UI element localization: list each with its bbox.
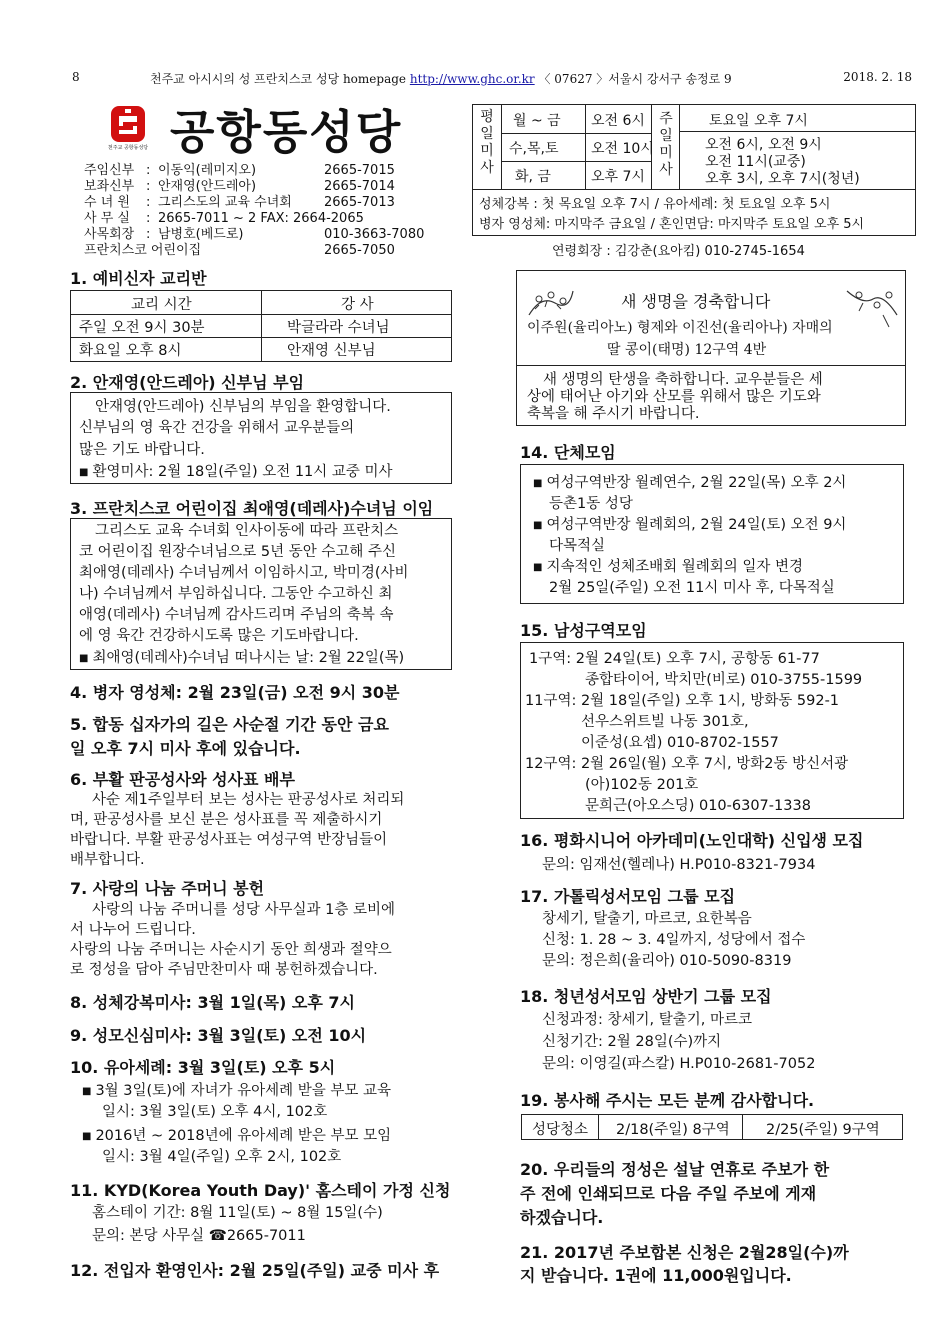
table-cell: 안재영 신부님 — [287, 343, 376, 359]
table-header: 강 사 — [341, 297, 374, 313]
section-title: 하겠습니다. — [520, 1208, 604, 1227]
catechism-table — [70, 290, 452, 362]
body-text: 11구역: 2월 18일(주일) 오후 1시, 방화동 592-1 — [525, 693, 840, 709]
bullet-item: ■ 여성구역반장 월례연수, 2월 22일(목) 오후 2시 — [533, 471, 846, 492]
logo-caption: 천주교 공항동성당 — [107, 145, 149, 151]
bullet-item: ■ 3월 3일(토)에 자녀가 유아세례 받을 부모 교육 — [82, 1079, 391, 1100]
section-title: 8. 성체강복미사: 3월 1일(목) 오후 7시 — [70, 993, 355, 1012]
section-title: 21. 2017년 주보합본 신청은 2월28일(수)까 — [520, 1243, 849, 1262]
body-text: (아)102동 201호 — [585, 777, 699, 793]
association-head: 연령회장 : 김강춘(요아킴) 010-2745-1654 — [552, 244, 805, 259]
section-title: 10. 유아세례: 3월 3일(토) 오후 5시 — [70, 1058, 336, 1077]
body-text: 사랑의 나눔 주머니를 성당 사무실과 1층 로비에 — [92, 902, 396, 918]
body-text: 선우스위트빌 나동 301호, — [581, 714, 749, 730]
body-text: 일시: 3월 3일(토) 오후 4시, 102호 — [102, 1104, 328, 1120]
address: 〈 07627 〉서울시 강서구 송정로 9 — [538, 72, 732, 86]
body-text: 사순 제1주일부터 보는 성사는 판공성사로 처리되 — [92, 792, 405, 808]
staff-row: 사목회장 : 남병호(베드로) 010-3663-7080 — [84, 227, 425, 242]
section-title: 12. 전입자 환영인사: 2월 25일(주일) 교중 미사 후 — [70, 1261, 440, 1280]
body-text: 12구역: 2월 26일(월) 오후 7시, 방화2동 방신서광 — [525, 756, 849, 772]
body-text: 바랍니다. 부활 판공성사표는 여성구역 반장님들이 — [70, 832, 388, 848]
page-number: 8 — [72, 70, 80, 84]
staff-list — [84, 163, 425, 259]
body-text: 그리스도 교육 수녀회 인사이동에 따라 프란치스 — [95, 523, 399, 539]
staff-row: 수 녀 원 : 그리스도의 교육 수녀회 2665-7013 — [84, 195, 395, 210]
bullet-item: ■ 환영미사: 2월 18일(주일) 오전 11시 교중 미사 — [79, 460, 393, 481]
staff-name: 2665-7011 ~ 2 FAX: 2664-2065 — [158, 211, 364, 226]
weekday-day: 월 ~ 금 — [513, 113, 561, 129]
weekday-time: 오후 7시 — [591, 169, 645, 185]
section-title: 3. 프란치스코 어린이집 최애영(데레사)수녀님 이임 — [70, 499, 434, 518]
volunteer-table — [521, 1114, 903, 1140]
section-title: 19. 봉사해 주시는 모든 분께 감사합니다. — [520, 1091, 815, 1110]
sunday-mass-label: 주 일 미 사 — [659, 111, 673, 178]
section-title: 7. 사랑의 나눔 주머니 봉헌 — [70, 879, 265, 898]
section-title: 일 오후 7시 미사 후에 있습니다. — [70, 739, 301, 758]
page-title: 공항동성당 — [170, 105, 403, 159]
bullet-item: ■ 최애영(데레사)수녀님 떠나시는 날: 2월 22일(목) — [79, 646, 404, 667]
staff-phone: 2665-7015 — [324, 163, 395, 178]
body-text: 안재영(안드레아) 신부님의 부임을 환영합니다. — [95, 399, 391, 415]
bullet-item: ■ 지속적인 성체조배회 월례회의 일자 변경 — [533, 555, 803, 576]
body-text: 1구역: 2월 24일(토) 오후 7시, 공항동 61-77 — [529, 651, 820, 667]
mass-note-2: 병자 영성체: 마지막주 금요일 / 혼인면담: 마지막주 토요일 오후 5시 — [479, 217, 865, 232]
weekday-day: 수,목,토 — [509, 141, 559, 157]
staff-phone: 2665-7014 — [324, 179, 395, 194]
body-text: 신청과정: 창세기, 탈출기, 마르코 — [542, 1012, 753, 1028]
staff-role: 보좌신부 — [84, 179, 135, 194]
staff-phone: 2665-7013 — [324, 195, 395, 210]
section-title: 15. 남성구역모임 — [520, 621, 647, 640]
section-title: 17. 가톨릭성서모임 그룹 모집 — [520, 887, 736, 906]
body-text: 사랑의 나눔 주머니는 사순시기 동안 희생과 절약으 — [70, 942, 392, 958]
bullet-item: ■ 2016년 ~ 2018년에 유아세례 받은 부모 모임 — [82, 1124, 391, 1145]
sunday-time: 오후 3시, 오후 7시(청년) — [705, 171, 860, 187]
table-cell: 박글라라 수녀님 — [287, 320, 390, 336]
staff-name: 남병호(베드로) — [158, 227, 244, 242]
body-text: 최애영(데레사) 수녀님께서 이임하시고, 박미경(사비 — [79, 565, 409, 581]
section-title: 주 전에 인쇄되므로 다음 주일 주보에 게재 — [520, 1184, 817, 1203]
section-title: 9. 성모신심미사: 3월 3일(토) 오전 10시 — [70, 1026, 367, 1045]
body-text: 신청기간: 2월 28일(수)까지 — [542, 1034, 722, 1050]
body-text: 신부님의 영 육간 건강을 위해서 교우분들의 — [79, 420, 355, 436]
staff-role: 수 녀 원 — [84, 195, 130, 210]
body-text: 코 어린이집 원장수녀님으로 5년 동안 수고해 주신 — [79, 544, 397, 560]
table-cell: 성당청소 — [532, 1122, 589, 1138]
floral-decoration-icon — [843, 285, 899, 333]
parish-info — [150, 70, 732, 87]
table-header: 교리 시간 — [131, 297, 192, 313]
body-text: 새 생명의 탄생을 축하합니다. 교우분들은 세 — [543, 372, 823, 388]
staff-name: 그리스도의 교육 수녀회 — [158, 195, 292, 210]
issue-date: 2018. 2. 18 — [843, 70, 912, 84]
homepage-link[interactable]: http://www.ghc.or.kr — [409, 72, 535, 86]
body-text: 며, 판공성사를 보신 분은 성사표를 꼭 제출하시기 — [70, 812, 383, 828]
section-title: 2. 안재영(안드레아) 신부님 부임 — [70, 373, 305, 392]
body-text: 문희근(아오스딩) 010-6307-1338 — [585, 798, 811, 814]
section-title: 6. 부활 판공성사와 성사표 배부 — [70, 770, 295, 789]
body-text: 다목적실 — [549, 538, 606, 554]
staff-name: 이동익(레미지오) — [158, 163, 257, 178]
body-text: 2월 25일(주일) 오전 11시 미사 후, 다목적실 — [549, 580, 835, 596]
body-text: 일시: 3월 4일(주일) 오후 2시, 102호 — [102, 1149, 342, 1165]
body-text: 문의: 본당 사무실 ☎2665-7011 — [92, 1228, 306, 1244]
staff-row: 보좌신부 : 안재영(안드레아) 2665-7014 — [84, 179, 395, 194]
staff-phone: 2665-7050 — [324, 243, 395, 258]
body-text: 축복을 해 주시기 바랍니다. — [527, 406, 700, 422]
body-text: 홈스테이 기간: 8월 11일(토) ~ 8월 15일(수) — [92, 1205, 383, 1221]
staff-role: 주임신부 — [84, 163, 135, 178]
section-title: 18. 청년성서모임 상반기 그룹 모집 — [520, 987, 772, 1006]
floral-decoration-icon — [527, 285, 575, 321]
staff-phone: 010-3663-7080 — [324, 227, 425, 242]
body-text: 많은 기도 바랍니다. — [79, 442, 205, 458]
mass-schedule — [472, 104, 916, 236]
weekday-time: 오전 6시 — [591, 113, 645, 129]
body-text: 딸 콩이(태명) 12구역 4반 — [607, 342, 767, 358]
body-text: 애영(데레사) 수녀님께 감사드리며 주님의 축복 속 — [79, 607, 394, 623]
table-cell: 2/25(주일) 9구역 — [766, 1122, 880, 1138]
sunday-time: 오전 11시(교중) — [705, 154, 806, 170]
section-box — [520, 464, 904, 604]
table-cell: 주일 오전 9시 30분 — [79, 320, 205, 336]
section-title: 지 받습니다. 1권에 11,000원입니다. — [520, 1266, 792, 1285]
section-title: 5. 합동 십자가의 길은 사순절 기간 동안 금요 — [70, 715, 389, 734]
new-life-title: 새 생명을 경축합니다 — [621, 292, 771, 311]
body-text: 등촌1동 성당 — [549, 496, 633, 512]
new-life-box — [516, 270, 906, 426]
body-text: 배부합니다. — [70, 852, 145, 868]
staff-role: 사목회장 — [84, 227, 135, 242]
body-text: 창세기, 탈출기, 마르코, 요한복음 — [542, 911, 752, 927]
section-title: 1. 예비신자 교리반 — [70, 269, 207, 288]
sunday-time: 토요일 오후 7시 — [709, 113, 808, 129]
body-text: 이주원(율리아노) 형제와 이진선(율리아나) 자매의 — [527, 320, 833, 336]
body-text: 문의: 이영길(파스칼) H.P010-2681-7052 — [542, 1056, 816, 1072]
body-text: 신청: 1. 28 ~ 3. 4일까지, 성당에서 접수 — [542, 932, 806, 948]
weekday-mass-label: 평 일 미 사 — [480, 109, 494, 176]
section-title: 16. 평화시니어 아카데미(노인대학) 신입생 모집 — [520, 831, 864, 850]
weekday-day: 화, 금 — [515, 169, 551, 185]
staff-role: 사 무 실 — [84, 211, 130, 226]
body-text: 문의: 정은희(율리아) 010-5090-8319 — [542, 953, 792, 969]
church-logo-icon — [105, 104, 151, 144]
section-box — [70, 518, 452, 670]
section-title: 11. KYD(Korea Youth Day)' 홈스테이 가정 신청 — [70, 1181, 451, 1200]
sunday-time: 오전 6시, 오전 9시 — [705, 137, 822, 153]
body-text: 로 정성을 담아 주님만찬미사 때 봉헌하겠습니다. — [70, 962, 378, 978]
parish-line: 천주교 아시시의 성 프란치스코 성당 homepage — [150, 72, 407, 86]
body-text: 문의: 임재선(헬레나) H.P010-8321-7934 — [542, 857, 816, 873]
body-text: 에 영 육간 건강하시도록 많은 기도바랍니다. — [79, 628, 359, 644]
section-title: 14. 단체모임 — [520, 443, 616, 462]
staff-row: 주임신부 : 이동익(레미지오) 2665-7015 — [84, 163, 395, 178]
table-cell: 2/18(주일) 8구역 — [616, 1122, 730, 1138]
staff-row — [84, 243, 394, 259]
section-title: 20. 우리들의 정성은 설날 연휴로 주보가 한 — [520, 1160, 830, 1179]
staff-name: 안재영(안드레아) — [158, 179, 257, 194]
staff-role: 프란치스코 어린이집 — [84, 243, 202, 258]
body-text: 나) 수녀님께서 부임하십니다. 그동안 수고하신 최 — [79, 586, 393, 602]
staff-row: 사 무 실 : 2665-7011 ~ 2 FAX: 2664-2065 — [84, 211, 364, 226]
section-box — [70, 392, 452, 484]
body-text: 서 나누어 드립니다. — [70, 922, 196, 938]
bullet-item: ■ 여성구역반장 월례회의, 2월 24일(토) 오전 9시 — [533, 513, 846, 534]
weekday-time: 오전 10시 — [591, 141, 654, 157]
church-logo — [105, 104, 151, 150]
body-text: 이준성(요셉) 010-8702-1557 — [581, 735, 779, 751]
section-box — [520, 642, 904, 819]
mass-note-1: 성체강복 : 첫 목요일 오후 7시 / 유아세례: 첫 토요일 오후 5시 — [479, 197, 831, 212]
body-text: 상에 태어난 아기와 산모를 위해서 많은 기도와 — [527, 389, 821, 405]
section-title: 4. 병자 영성체: 2월 23일(금) 오전 9시 30분 — [70, 683, 400, 702]
body-text: 종합타이어, 박치만(비로) 010-3755-1599 — [585, 672, 863, 688]
table-cell: 화요일 오후 8시 — [79, 343, 182, 359]
